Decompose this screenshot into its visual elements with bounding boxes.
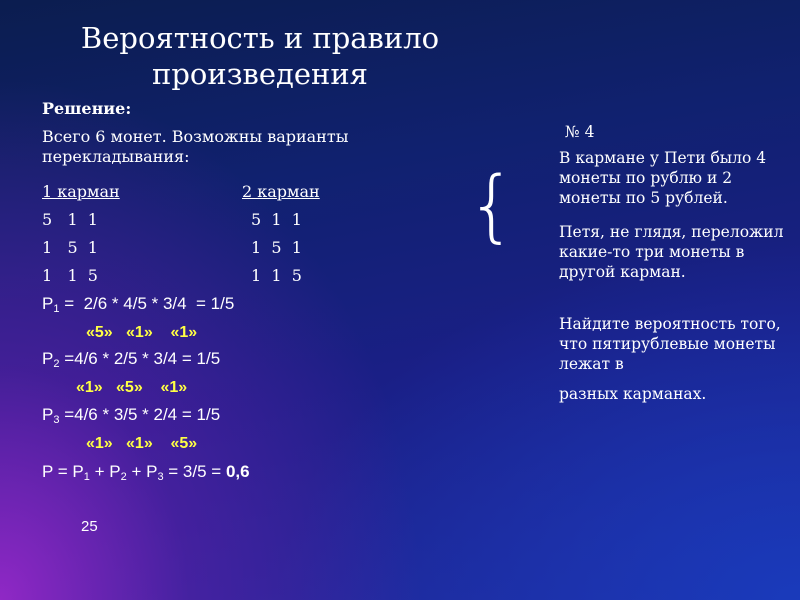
p3-expression: =4/6 * 3/5 * 2/4 = 1/5 (59, 405, 221, 424)
p1-formula (42, 294, 234, 314)
slide-title: Вероятность и правило произведения (80, 21, 440, 91)
total-result: 0,6 (225, 462, 250, 481)
total-plus-1: + P (89, 462, 121, 481)
p2-expression: =4/6 * 2/5 * 3/4 = 1/5 (59, 349, 221, 368)
problem-paragraph-4: разных карманах. (559, 385, 707, 403)
p3-symbol: P (42, 405, 54, 424)
pocket2-header: 2 карман (242, 182, 320, 201)
row-1-right: 5 1 1 (251, 210, 302, 229)
total-sub-1: 1 (83, 471, 90, 483)
p1-expression: = 2/6 * 4/5 * 3/4 = 1/5 (59, 294, 235, 313)
total-sub-3: 3 (157, 471, 164, 483)
row-2-left: 1 5 1 (42, 238, 98, 257)
page-number: 25 (81, 518, 98, 535)
p3-subscript: 3 (53, 414, 60, 426)
p3-formula (42, 405, 220, 425)
problem-number: № 4 (565, 123, 595, 141)
p3-labels: «1» «1» «5» (86, 435, 198, 452)
row-2-right: 1 5 1 (251, 238, 302, 257)
curly-brace: { (467, 161, 517, 251)
p1-symbol: P (42, 294, 54, 313)
total-equals: = 3/5 = (163, 462, 226, 481)
row-3-right: 1 1 5 (251, 266, 302, 285)
pocket1-header: 1 карман (42, 182, 120, 201)
problem-paragraph-2: Петя, не глядя, переложил какие-то три монеты в другой карман. (559, 223, 784, 281)
total-sub-2: 2 (120, 471, 127, 483)
p2-symbol: P (42, 349, 54, 368)
p2-formula (42, 349, 220, 369)
p2-subscript: 2 (53, 358, 60, 370)
problem-paragraph-1: В кармане у Пети было 4 монеты по рублю и 2 монеты по 5 рублей. (559, 149, 767, 207)
problem-paragraph-3: Найдите вероятность того, что пятирублевые монеты лежат в (559, 315, 781, 373)
p2-labels: «1» «5» «1» (76, 379, 188, 396)
p1-subscript: 1 (53, 303, 60, 315)
row-3-left: 1 1 5 (42, 266, 98, 285)
solution-label: Решение: (42, 99, 132, 118)
p1-labels: «5» «1» «1» (86, 324, 198, 341)
intro-text: Всего 6 монет. Возможны варианты перекладывания: (42, 127, 349, 166)
total-p: P = P (42, 462, 84, 481)
total-plus-2: + P (126, 462, 158, 481)
row-1-left: 5 1 1 (42, 210, 98, 229)
total-formula (42, 462, 250, 482)
